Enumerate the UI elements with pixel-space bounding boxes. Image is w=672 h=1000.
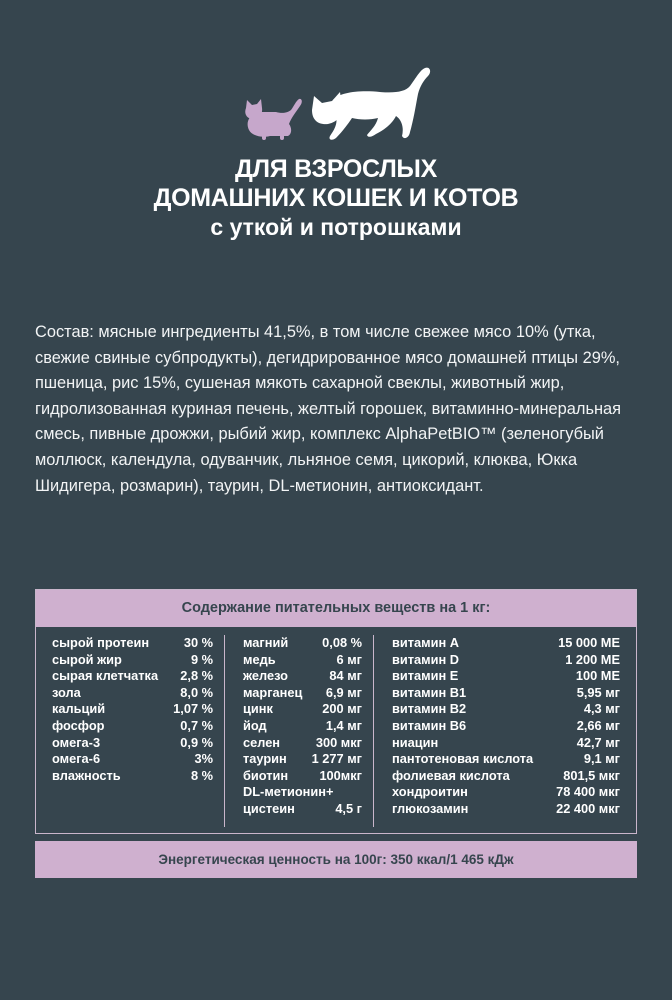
nutrient-value: 15 000 МЕ <box>558 635 620 650</box>
nutrient-value: 8,0 % <box>180 684 213 700</box>
nutrient-name: ниацин <box>392 734 439 750</box>
nutrient-name: биотин <box>243 767 289 783</box>
nutrient-name: магний <box>243 635 289 650</box>
nutrient-name: сырая клетчатка <box>52 668 159 684</box>
nutrient-row <box>376 735 638 752</box>
cats-illustration <box>0 0 672 150</box>
nutrient-name: медь <box>243 651 276 667</box>
cat-icon <box>312 68 430 140</box>
nutrients-table <box>35 589 637 834</box>
nutrient-name: витамин E <box>392 668 459 684</box>
nutrient-row <box>227 635 370 652</box>
nutrient-row <box>227 668 370 685</box>
nutrient-name: фолиевая кислота <box>392 767 510 783</box>
nutrient-value: 4,3 мг <box>583 701 620 717</box>
nutrient-row <box>227 735 370 752</box>
nutrient-value: 9 % <box>190 651 213 667</box>
nutrient-value: 6,9 мг <box>325 684 362 700</box>
nutrient-name: цинк <box>243 701 273 717</box>
nutrient-name: цистеин <box>243 800 295 816</box>
nutrient-value: 42,7 мг <box>576 734 620 750</box>
nutrients-column-1 <box>36 635 221 827</box>
nutrient-row <box>36 718 221 735</box>
nutrient-value: 9,1 мг <box>583 751 620 767</box>
nutrient-value: 0,7 % <box>180 717 213 733</box>
nutrient-name: витамин А <box>392 635 459 650</box>
nutrient-value: 100мкг <box>319 767 362 783</box>
nutrient-row <box>376 718 638 735</box>
nutrient-row <box>227 685 370 702</box>
nutrient-value: 100 МЕ <box>575 668 620 684</box>
nutrient-row <box>376 801 638 818</box>
nutrient-name: хондроитин <box>392 784 468 800</box>
nutrient-value: 5,95 мг <box>576 684 620 700</box>
nutrient-row <box>36 751 221 768</box>
product-title <box>0 155 672 242</box>
nutrient-name: витамин D <box>392 651 459 667</box>
nutrient-row <box>227 751 370 768</box>
nutrient-name: пантотеновая кислота <box>392 751 534 767</box>
nutrient-value: 22 400 мкг <box>556 800 620 816</box>
nutrient-value: 1,07 % <box>173 701 213 717</box>
nutrient-row <box>227 701 370 718</box>
nutrients-title: Содержание питательных веществ на 1 кг: <box>36 590 636 627</box>
nutrient-row <box>36 635 221 652</box>
nutrient-row <box>36 768 221 785</box>
nutrient-name: глюкозамин <box>392 800 469 816</box>
nutrient-value: 78 400 мкг <box>556 784 620 800</box>
nutrient-value: 200 мг <box>322 701 362 717</box>
nutrient-name: кальций <box>52 701 106 717</box>
nutrient-value: 2,66 мг <box>576 717 620 733</box>
title-line-1: ДЛЯ ВЗРОСЛЫХ <box>235 155 437 183</box>
nutrient-name: зола <box>52 684 81 700</box>
nutrient-value: 801,5 мкг <box>563 767 620 783</box>
nutrient-value: 300 мкг <box>315 734 362 750</box>
nutrient-row <box>36 735 221 752</box>
nutrient-name: витамин B2 <box>392 701 467 717</box>
nutrient-name: йод <box>243 717 267 733</box>
nutrient-value: 3% <box>194 751 213 767</box>
nutrient-name: омега-3 <box>52 734 101 750</box>
nutrient-value: 4,5 г <box>335 800 362 816</box>
title-flavor: с уткой и потрошками <box>210 214 462 240</box>
nutrient-name: фосфор <box>52 717 105 733</box>
nutrient-name: железо <box>243 668 288 684</box>
nutrient-name: витамин B6 <box>392 717 467 733</box>
nutrient-row <box>376 784 638 801</box>
nutrient-row <box>227 784 370 801</box>
nutrient-row <box>376 768 638 785</box>
nutrient-name: влажность <box>52 767 121 783</box>
nutrients-column-2 <box>227 635 370 827</box>
composition-text: Состав: мясные ингредиенты 41,5%, в том числе свежее мясо 10% (утка, свежие свиные субпродукты), дегидрированное мясо домашней птицы 29%, пшеница, рис 15%, сушеная мякоть сахарной свеклы, животный жир, гидролизованная куриная печень, желтый горошек, витаминно-минеральная смесь, пивные дрожжи, рыбий жир, комплекс AlphaPetBIO™ (зеленогубый моллюск, календула, одуванчик, льняное семя, цикорий, клюква, Юкка Шидигера, розмарин), таурин, DL-метионин, антиоксидант. <box>35 323 622 495</box>
nutrient-row <box>376 668 638 685</box>
nutrient-name: сырой протеин <box>52 635 150 650</box>
nutrient-name: таурин <box>243 751 287 767</box>
nutrient-row <box>227 768 370 785</box>
nutrient-row <box>36 685 221 702</box>
nutrient-row <box>376 751 638 768</box>
nutrient-name: DL-метионин+ <box>243 784 334 800</box>
nutrient-name: сырой жир <box>52 651 122 667</box>
nutrient-value: 30 % <box>183 635 213 650</box>
kitten-icon <box>245 99 302 140</box>
column-divider <box>224 635 225 827</box>
nutrient-value: 0,9 % <box>180 734 213 750</box>
nutrient-row <box>36 668 221 685</box>
nutrient-value: 1,4 мг <box>325 717 362 733</box>
nutrient-row <box>227 718 370 735</box>
nutrient-name: витамин B1 <box>392 684 467 700</box>
nutrient-value: 8 % <box>190 767 213 783</box>
nutrient-name: омега-6 <box>52 751 101 767</box>
nutrient-row <box>227 801 370 818</box>
nutrient-row <box>376 635 638 652</box>
nutrient-value: 1 277 мг <box>311 751 362 767</box>
nutrient-name: марганец <box>243 684 303 700</box>
nutrient-row <box>36 701 221 718</box>
nutrient-row <box>376 685 638 702</box>
nutrient-value: 2,8 % <box>180 668 213 684</box>
nutrient-name: селен <box>243 734 281 750</box>
energy-value: Энергетическая ценность на 100г: 350 ккал/1 465 кДж <box>35 841 637 878</box>
column-divider <box>373 635 374 827</box>
nutrient-row <box>227 652 370 669</box>
nutrient-value: 6 мг <box>336 651 362 667</box>
nutrient-row <box>376 701 638 718</box>
nutrients-column-3 <box>376 635 638 827</box>
nutrient-value: 0,08 % <box>322 635 362 650</box>
nutrient-row <box>36 652 221 669</box>
title-line-2: ДОМАШНИХ КОШЕК И КОТОВ <box>153 184 519 212</box>
nutrient-value: 1 200 МЕ <box>565 651 620 667</box>
nutrient-row <box>376 652 638 669</box>
nutrient-value: 84 мг <box>329 668 362 684</box>
